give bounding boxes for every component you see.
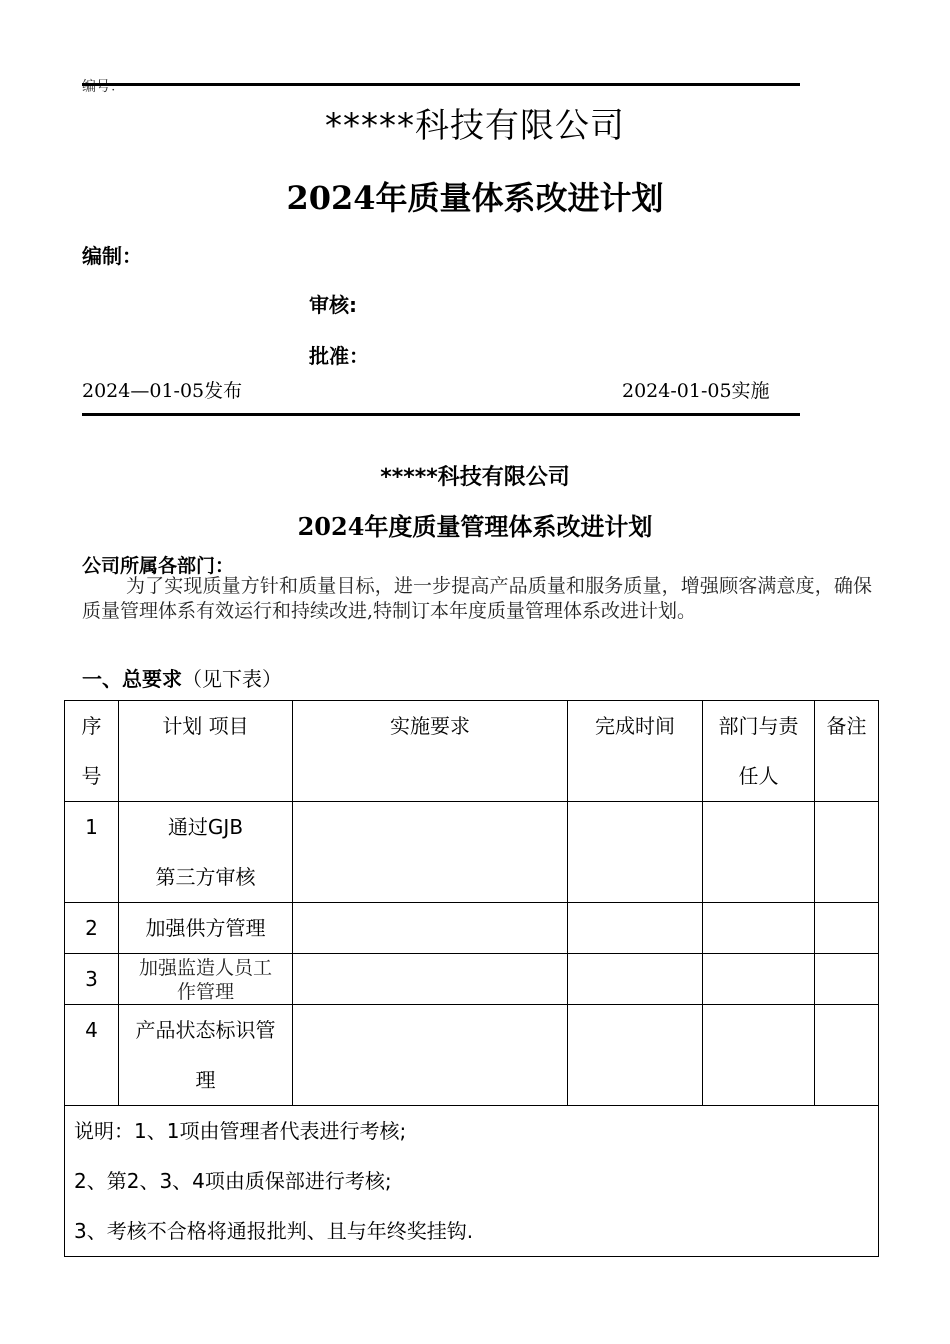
- cover-title: 2024年质量体系改进计划: [286, 179, 664, 217]
- header-requirement-label: 实施要求: [390, 714, 470, 738]
- header-department-line1: 部门与责: [718, 714, 799, 738]
- header-deadline: [568, 701, 703, 802]
- header-seq: [65, 701, 119, 802]
- note-line: 说明：1、1项由管理者代表进行考核;: [74, 1119, 407, 1143]
- row-item: [119, 954, 293, 1005]
- reviewed-by-label: 审核:: [309, 293, 357, 317]
- cover-bottom-divider: [82, 413, 800, 416]
- header-department-line2: 任人: [738, 764, 779, 788]
- header-department: [703, 701, 815, 802]
- compiled-by-label: 编制：: [82, 244, 142, 268]
- section-heading-bold: 一、总要求: [82, 667, 182, 691]
- row-seq-value: 4: [85, 1018, 98, 1042]
- row-item-line2: 第三方审核: [155, 865, 256, 889]
- row-deadline-cell: [568, 954, 703, 1005]
- table-row: [65, 1005, 879, 1106]
- section-heading: [82, 663, 282, 692]
- table-notes: [65, 1106, 879, 1257]
- row-requirement-cell: [293, 802, 568, 903]
- row-item-line1: 通过GJB: [167, 815, 244, 839]
- row-deadline-cell: [568, 1005, 703, 1106]
- row-seq: [65, 802, 119, 903]
- departments-salutation: 公司所属各部门：: [82, 555, 235, 577]
- row-remark-cell: [815, 903, 879, 954]
- row-item-line2: 作管理: [176, 981, 234, 1003]
- note-line: 2、第2、3、4项由质保部进行考核;: [74, 1169, 392, 1193]
- row-requirement-cell: [293, 1005, 568, 1106]
- header-seq-line2: 号: [81, 764, 102, 788]
- row-remark-cell: [815, 802, 879, 903]
- plan-table: [64, 700, 879, 1257]
- row-seq-value: 3: [85, 967, 98, 991]
- table-row: [65, 954, 879, 1005]
- row-deadline-cell: [568, 802, 703, 903]
- cover-company-name: *****科技有限公司: [325, 106, 625, 146]
- row-remark-cell: [815, 954, 879, 1005]
- approved-by-label: 批准：: [309, 344, 369, 368]
- row-department-cell: [703, 802, 815, 903]
- section-heading-note: （见下表）: [182, 667, 282, 691]
- row-seq: [65, 1005, 119, 1106]
- table-header-row: [65, 701, 879, 802]
- row-item-line2: 理: [195, 1068, 216, 1092]
- row-requirement-cell: [293, 903, 568, 954]
- header-deadline-label: 完成时间: [595, 714, 675, 738]
- row-remark-cell: [815, 1005, 879, 1106]
- top-divider: [82, 83, 800, 86]
- row-requirement-cell: [293, 954, 568, 1005]
- row-item: [119, 1005, 293, 1106]
- header-item: [119, 701, 293, 802]
- row-department-cell: [703, 903, 815, 954]
- document-number-label: 编号：: [82, 79, 124, 95]
- row-item-line1: 加强监造人员工: [138, 957, 272, 979]
- header-requirement: [293, 701, 568, 802]
- row-item: [119, 802, 293, 903]
- header-seq-line1: 序: [81, 714, 102, 738]
- row-seq-value: 2: [85, 916, 98, 940]
- header-remark-label: 备注: [826, 714, 867, 738]
- row-seq-value: 1: [85, 815, 98, 839]
- body-title: 2024年度质量管理体系改进计划: [297, 512, 653, 541]
- row-seq: [65, 954, 119, 1005]
- table-row: [65, 903, 879, 954]
- row-item-line1: 加强供方管理: [145, 916, 266, 940]
- row-department-cell: [703, 1005, 815, 1106]
- header-item-label: 计划 项目: [162, 714, 249, 738]
- effective-date: 2024-01-05实施: [622, 380, 770, 402]
- table-row: [65, 802, 879, 903]
- row-deadline-cell: [568, 903, 703, 954]
- note-line: 3、考核不合格将通报批判、且与年终奖挂钩.: [74, 1219, 474, 1243]
- header-remark: [815, 701, 879, 802]
- row-item-line1: 产品状态标识管: [135, 1018, 276, 1042]
- row-seq: [65, 903, 119, 954]
- release-date: 2024—01-05发布: [82, 380, 243, 402]
- row-item: [119, 903, 293, 954]
- table-notes-row: [65, 1106, 879, 1257]
- row-department-cell: [703, 954, 815, 1005]
- body-company-name: *****科技有限公司: [380, 465, 570, 490]
- intro-paragraph: 为了实现质量方针和质量目标，进一步提高产品质量和服务质量，增强顾客满意度，确保质量管理体系有效运行和持续改进,特制订本年度质量管理体系改进计划。: [82, 575, 872, 622]
